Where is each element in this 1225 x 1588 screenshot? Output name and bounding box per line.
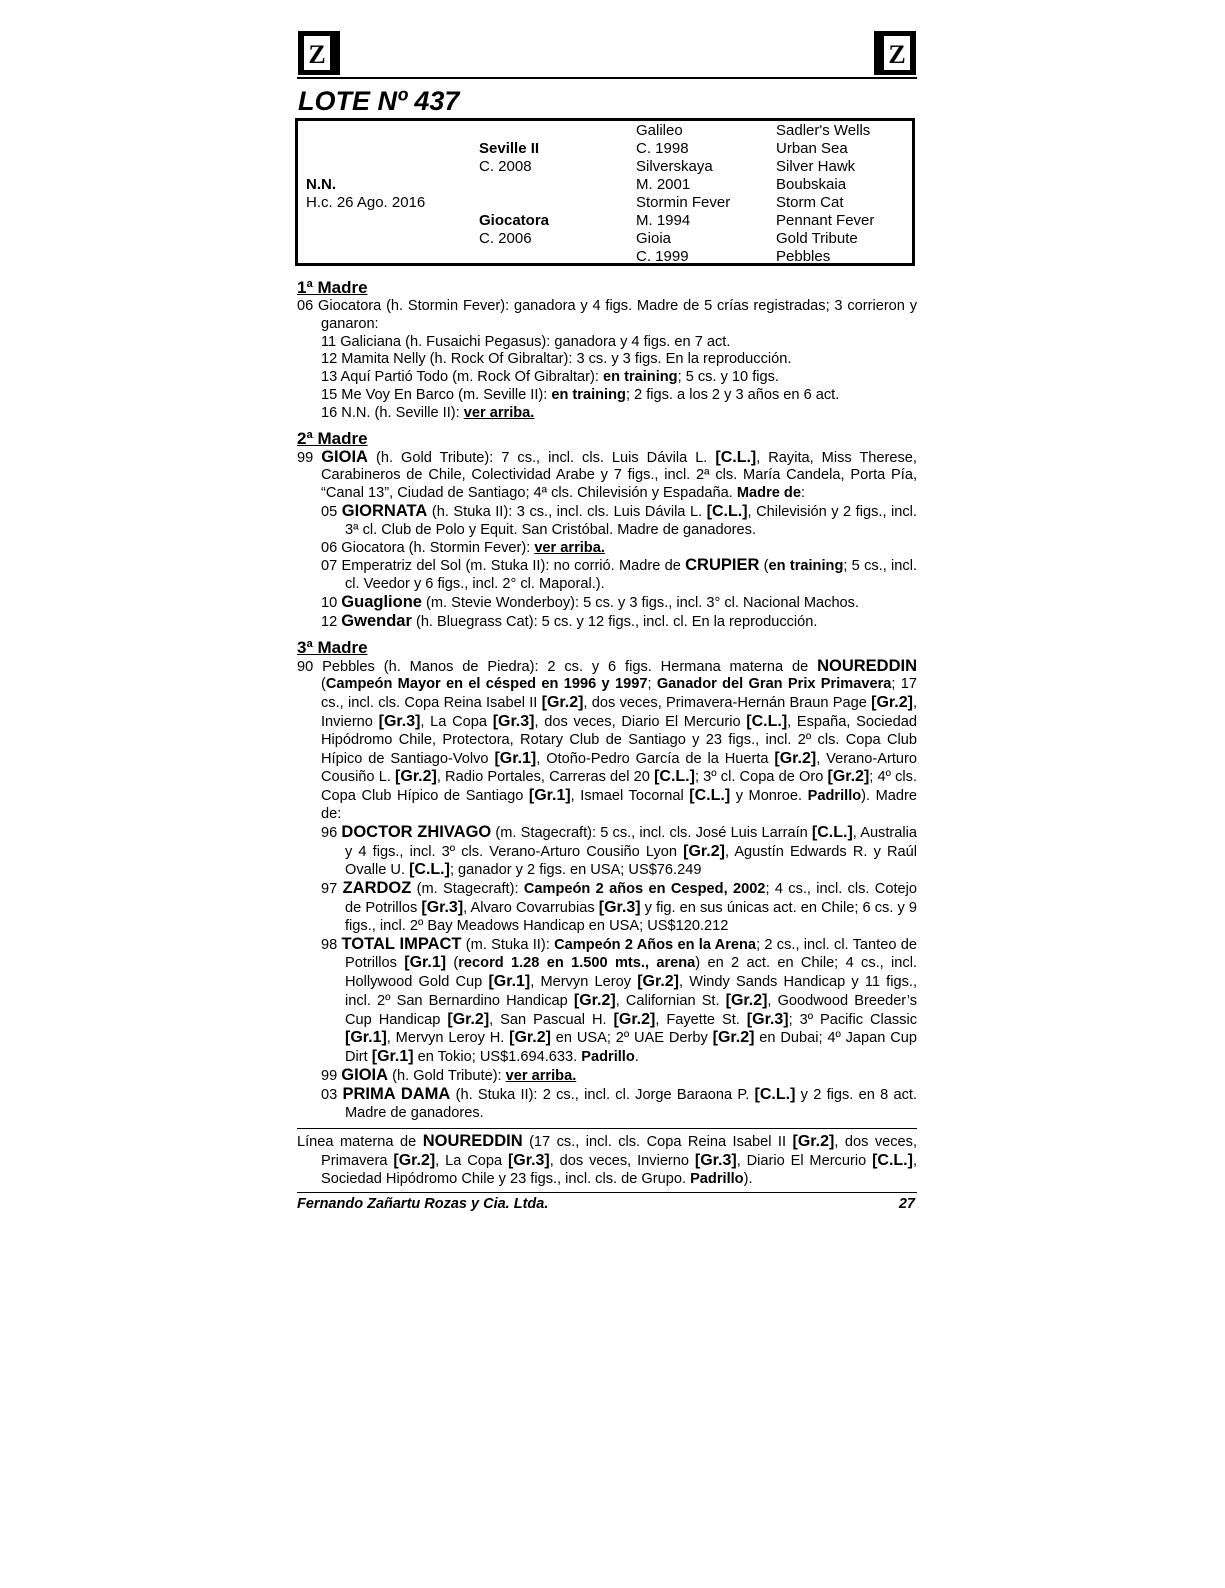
list-item: 97 ZARDOZ (m. Stagecraft): Campeón 2 años en Cesped, 2002; 4 cs., incl. cls. Cotejo de Potrillos [Gr.3], Alvaro Covarrubias [Gr.3] y fig. en sus únicas act. en Chile; 6 cs. y 9 figs., incl. 2º Bay Meadows Handicap en USA; US$120.212	[321, 879, 917, 934]
footer-divider	[297, 1192, 917, 1193]
footer-company: Fernando Zañartu Rozas y Cia. Ltda.	[297, 1195, 549, 1212]
list-item: 98 TOTAL IMPACT (m. Stuka II): Campeón 2 Años en la Arena; 2 cs., incl. cl. Tanteo de Potrillos [Gr.1] (record 1.28 en 1.500 mts., arena) en 2 act. en Chile; 4 cs., incl. Hollywood Gold Cup [Gr.1], Mervyn Leroy [Gr.2], Windy Sands Handicap y 11 figs., incl. 2º San Bernardino Handicap [Gr.2], Californian St. [Gr.2], Goodwood Breeder’s Cup Handicap [Gr.2], San Pascual H. [Gr.2], Fayette St. [Gr.3]; 3º Pacific Classic [Gr.1], Mervyn Leroy H. [Gr.2] en USA; 2º UAE Derby [Gr.2] en Dubai; 4º Japan Cup Dirt [Gr.1] en Tokio; US$1.694.633. Padrillo.	[321, 934, 918, 1066]
gen4-name: Urban Sea	[776, 140, 848, 157]
horse-name: N.N.	[306, 176, 336, 193]
list-item: 06 Giocatora (h. Stormin Fever): ver arriba.	[321, 539, 605, 556]
list-item: 06 Giocatora (h. Stormin Fever): ganadora y 4 figs. Madre de 5 crías registradas; 3 corrieron y ganaron:	[297, 298, 917, 332]
gen3-name: Stormin Fever	[636, 194, 731, 211]
gen4-name: Silver Hawk	[776, 158, 856, 175]
list-item: 99 GIOIA (h. Gold Tribute): ver arriba.	[321, 1066, 577, 1085]
gen4-name: Storm Cat	[776, 194, 844, 211]
gen4-name: Boubskaia	[776, 176, 847, 193]
lote-title: LOTE Nº 437	[298, 86, 460, 116]
gen3-info: C. 1998	[636, 140, 689, 157]
logo-letter: Z	[308, 40, 326, 69]
gen4-name: Gold Tribute	[776, 230, 858, 247]
pedigree-notes	[297, 278, 917, 1216]
page-number: 27	[898, 1195, 915, 1212]
list-item: 05 GIORNATA (h. Stuka II): 3 cs., incl. cls. Luis Dávila L. [C.L.], Chilevisión y 2 figs., incl. 3ª cl. Club de Polo y Equit. San Cristóbal. Madre de ganadores.	[321, 501, 917, 538]
sire-info: C. 2008	[479, 158, 532, 175]
sire-name: Seville II	[479, 140, 540, 157]
section-segunda-madre	[297, 429, 917, 632]
gen3-name: Gioia	[636, 230, 672, 247]
section-title: 2ª Madre	[297, 428, 368, 448]
list-item: 10 Guaglione (m. Stevie Wonderboy): 5 cs. y 3 figs., incl. 3° cl. Nacional Machos.	[321, 592, 860, 611]
gen4-name: Sadler's Wells	[776, 122, 871, 139]
gen3-info: M. 2001	[636, 176, 691, 193]
list-item: 13 Aquí Partió Todo (m. Rock Of Gibraltar): en training; 5 cs. y 10 figs.	[321, 369, 779, 386]
dam-name: Giocatora	[479, 212, 550, 229]
list-item: 03 PRIMA DAMA (h. Stuka II): 2 cs., incl. cl. Jorge Baraona P. [C.L.] y 2 figs. en 8 act. Madre de ganadores.	[321, 1084, 917, 1121]
list-item: 12 Gwendar (h. Bluegrass Cat): 5 cs. y 12 figs., incl. cl. En la reproducción.	[321, 611, 818, 630]
list-item: 16 N.N. (h. Seville II): ver arriba.	[321, 404, 535, 421]
section-tercera-madre	[297, 638, 917, 1123]
logo-letter: Z	[888, 40, 906, 69]
gen3-info: C. 1999	[636, 248, 689, 265]
gen3-name: Galileo	[636, 122, 683, 139]
gen4-name: Pennant Fever	[776, 212, 875, 229]
gen3-name: Silverskaya	[636, 158, 713, 175]
zr-logo-right	[873, 30, 917, 76]
list-item: 12 Mamita Nelly (h. Rock Of Gibraltar): 3 cs. y 3 figs. En la reproducción.	[321, 351, 792, 368]
section-title: 3ª Madre	[297, 637, 368, 657]
linea-materna-text: Línea materna de NOUREDDIN (17 cs., incl. cls. Copa Reina Isabel II [Gr.2], dos veces, Primavera [Gr.2], La Copa [Gr.3], dos veces, Invierno [Gr.3], Diario El Mercurio [C.L.], Sociedad Hipódromo Chile y 23 figs., incl. cls. de Grupo. Padrillo).	[297, 1132, 918, 1188]
dam-info: C. 2006	[479, 230, 532, 247]
pedigree-table	[295, 118, 915, 266]
list-item: 15 Me Voy En Barco (m. Seville II): en training; 2 figs. a los 2 y 3 años en 6 act.	[321, 386, 840, 403]
zr-logo-left	[297, 30, 341, 76]
section-title: 1ª Madre	[297, 278, 368, 297]
linea-materna	[297, 1128, 917, 1188]
gen3-info: M. 1994	[636, 212, 691, 229]
section-primera-madre	[297, 278, 917, 423]
list-item: 96 DOCTOR ZHIVAGO (m. Stagecraft): 5 cs., incl. cls. José Luis Larraín [C.L.], Australia y 4 figs., incl. 3º cls. Verano-Arturo Cousiño Lyon [Gr.2], Agustín Edwards R. y Raúl Ovalle U. [C.L.]; ganador y 2 figs. en USA; US$76.249	[321, 822, 917, 879]
header-divider	[297, 77, 917, 79]
page-footer	[297, 1196, 917, 1216]
list-item: 07 Emperatriz del Sol (m. Stuka II): no corrió. Madre de CRUPIER (en training; 5 cs., incl. cl. Veedor y 6 figs., incl. 2° cl. Maporal.).	[321, 556, 917, 593]
list-item: 11 Galiciana (h. Fusaichi Pegasus): ganadora y 4 figs. en 7 act.	[321, 333, 731, 350]
list-item: 90 Pebbles (h. Manos de Piedra): 2 cs. y 6 figs. Hermana materna de NOUREDDIN (Campeón Mayor en el césped en 1996 y 1997; Ganador del Gran Prix Primavera; 17 cs., incl. cls. Copa Reina Isabel II [Gr.2], dos veces, Primavera-Hernán Braun Page [Gr.2], Invierno [Gr.3], La Copa [Gr.3], dos veces, Diario El Mercurio [C.L.], España, Sociedad Hipódromo Chile, Protectora, Rotary Club de Santiago y 23 figs., incl. 2º cls. Copa Club Hípico de Santiago-Volvo [Gr.1], Otoño-Pedro García de la Huerta [Gr.2], Verano-Arturo Cousiño L. [Gr.2], Radio Portales, Carreras del 20 [C.L.]; 3º cl. Copa de Oro [Gr.2]; 4º cls. Copa Club Hípico de Santiago [Gr.1], Ismael Tocornal [C.L.] y Monroe. Padrillo). Madre de:	[297, 656, 918, 822]
horse-info: H.c. 26 Ago. 2016	[306, 194, 426, 211]
list-item: 99 GIOIA (h. Gold Tribute): 7 cs., incl. cls. Luis Dávila L. [C.L.], Rayita, Miss Therese, Carabineros de Chile, Colectividad Arabe y 7 figs., incl. 2ª cls. María Candela, Porta Pía, “Canal 13”, Ciudad de Santiago; 4ª cls. Chilevisión y Espadaña. Madre de:	[297, 447, 917, 502]
gen4-name: Pebbles	[776, 248, 831, 265]
